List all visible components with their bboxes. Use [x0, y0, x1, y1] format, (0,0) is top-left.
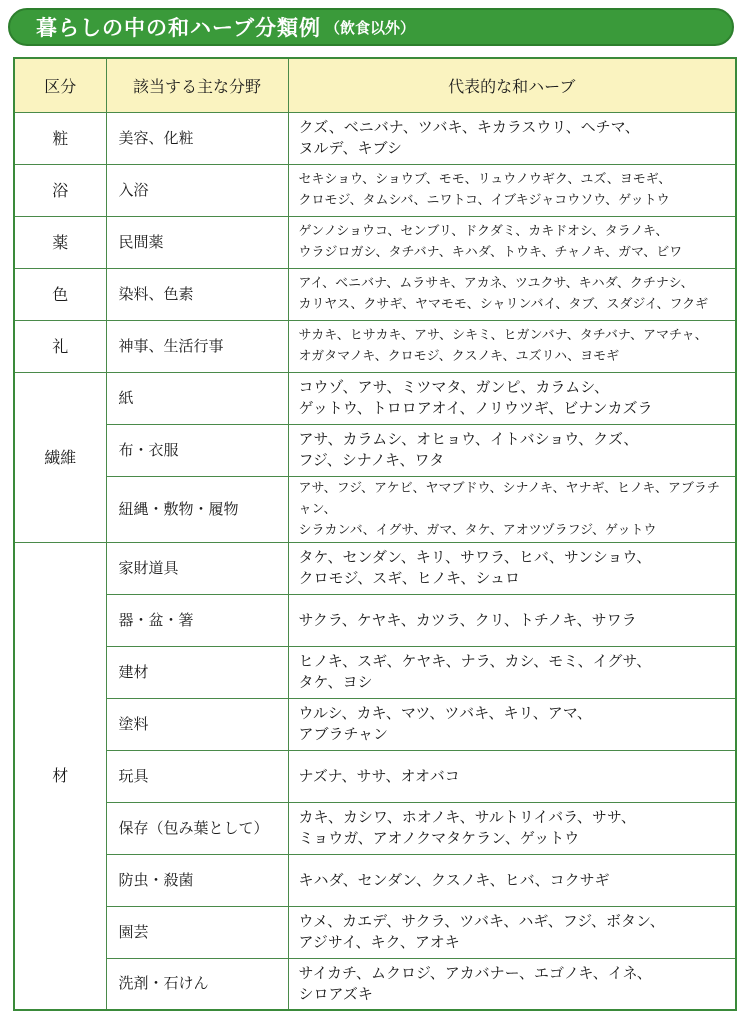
table-row: [14, 698, 736, 750]
table-row: [14, 854, 736, 906]
herbs-line: ヒノキ、スギ、ケヤキ、ナラ、カシ、モミ、イグサ、: [298, 652, 652, 670]
herbs-cell: [288, 646, 736, 698]
herbs-cell: [288, 750, 736, 802]
field-cell: 布・衣服: [106, 424, 288, 476]
herbs-cell: [288, 594, 736, 646]
table-row: [14, 424, 736, 476]
herbs-line: セキショウ、ショウブ、モモ、リュウノウギク、ユズ、ヨモギ、: [298, 172, 672, 187]
field-cell: 家財道具: [106, 542, 288, 594]
table-row: [14, 594, 736, 646]
herbs-cell: [288, 476, 736, 542]
category-cell: 繊維: [14, 372, 106, 542]
table-row: [14, 646, 736, 698]
herbs-line: ウラジロガシ、タチバナ、キハダ、トウキ、チャノキ、ガマ、ビワ: [298, 245, 683, 260]
table-row: [14, 268, 736, 320]
category-cell: 薬: [14, 216, 106, 268]
table-row: [14, 476, 736, 542]
field-cell: 塗料: [106, 698, 288, 750]
herbs-line: ヌルデ、キブシ: [298, 139, 402, 157]
herbs-cell: [288, 698, 736, 750]
herbs-line: コウゾ、アサ、ミツマタ、ガンピ、カラムシ、: [298, 378, 610, 396]
field-cell: 神事、生活行事: [106, 320, 288, 372]
field-cell: 器・盆・箸: [106, 594, 288, 646]
page-subtitle: （飲食以外）: [324, 18, 415, 37]
table-row: [14, 164, 736, 216]
field-cell: 園芸: [106, 906, 288, 958]
field-cell: 紙: [106, 372, 288, 424]
category-cell: 色: [14, 268, 106, 320]
table-row: [14, 112, 736, 164]
table-body: [14, 112, 736, 1010]
table-row: [14, 906, 736, 958]
herbs-line: ウルシ、カキ、マツ、ツバキ、キリ、アマ、: [298, 704, 592, 722]
herbs-line: アジサイ、キク、アオキ: [298, 933, 460, 951]
header-herbs: 代表的な和ハーブ: [288, 58, 736, 112]
field-cell: 染料、色素: [106, 268, 288, 320]
herbs-line: サクラ、ケヤキ、カツラ、クリ、トチノキ、サワラ: [298, 610, 637, 629]
table-row: [14, 802, 736, 854]
field-cell: 入浴: [106, 164, 288, 216]
field-cell: 民間薬: [106, 216, 288, 268]
page-title: 暮らしの中の和ハーブ分類例: [36, 16, 321, 40]
header-field: 該当する主な分野: [106, 58, 288, 112]
herbs-line: クロモジ、スギ、ヒノキ、シュロ: [298, 569, 521, 587]
herbs-line: シラカンバ、イグサ、ガマ、タケ、アオツヅラフジ、ゲットウ: [298, 522, 657, 538]
herbs-cell: [288, 164, 736, 216]
herbs-cell: [288, 958, 736, 1010]
category-cell: 粧: [14, 112, 106, 164]
herbs-line: ゲットウ、トロロアオイ、ノリウツギ、ビナンカズラ: [298, 399, 653, 417]
header-row: [14, 58, 736, 112]
herb-classification-table: [13, 57, 737, 1011]
table-row: [14, 372, 736, 424]
field-cell: 防虫・殺菌: [106, 854, 288, 906]
herbs-cell: [288, 372, 736, 424]
field-cell: 保存（包み葉として）: [106, 802, 288, 854]
herbs-cell: [288, 802, 736, 854]
table-row: [14, 750, 736, 802]
herbs-line: カリヤス、クサギ、ヤマモモ、シャリンバイ、タブ、スダジイ、フクギ: [298, 297, 709, 312]
header-category: 区分: [14, 58, 106, 112]
herbs-cell: [288, 906, 736, 958]
herbs-line: ゲンノショウコ、センブリ、ドクダミ、カキドオシ、タラノキ、: [298, 224, 669, 239]
field-cell: 美容、化粧: [106, 112, 288, 164]
table-row: [14, 216, 736, 268]
herbs-cell: [288, 112, 736, 164]
herbs-line: キハダ、センダン、クスノキ、ヒバ、コクサギ: [298, 870, 610, 889]
herbs-line: アサ、フジ、アケビ、ヤマブドウ、シナノキ、ヤナギ、ヒノキ、アブラチャン、: [298, 480, 720, 517]
herbs-line: ミョウガ、アオノクマタケラン、ゲットウ: [298, 829, 580, 847]
herbs-line: シロアズキ: [298, 984, 373, 1003]
herbs-cell: [288, 320, 736, 372]
herbs-line: タケ、センダン、キリ、サワラ、ヒバ、サンショウ、: [298, 548, 652, 566]
herbs-line: アサ、カラムシ、オヒョウ、イトバショウ、クズ、: [298, 430, 639, 448]
herbs-line: クズ、ベニバナ、ツバキ、キカラスウリ、ヘチマ、: [298, 118, 640, 136]
herbs-line: サカキ、ヒサカキ、アサ、シキミ、ヒガンバナ、タチバナ、アマチャ、: [298, 328, 708, 343]
herbs-cell: [288, 854, 736, 906]
herbs-cell: [288, 542, 736, 594]
herbs-line: ナズナ、ササ、オオバコ: [298, 766, 460, 785]
herbs-line: サイカチ、ムクロジ、アカバナー、エゴノキ、イネ、: [298, 963, 652, 982]
category-cell: 材: [14, 542, 106, 1010]
herbs-line: ウメ、カエデ、サクラ、ツバキ、ハギ、フジ、ボタン、: [298, 912, 665, 930]
herbs-line: オガタマノキ、クロモジ、クスノキ、ユズリハ、ヨモギ: [298, 349, 620, 364]
table-row: [14, 320, 736, 372]
herbs-line: フジ、シナノキ、ワタ: [298, 451, 445, 469]
herbs-line: アイ、ベニバナ、ムラサキ、アカネ、ツユクサ、キハダ、クチナシ、: [298, 276, 694, 291]
table-row: [14, 542, 736, 594]
field-cell: 玩具: [106, 750, 288, 802]
herbs-cell: [288, 216, 736, 268]
category-cell: 浴: [14, 164, 106, 216]
herbs-cell: [288, 268, 736, 320]
category-cell: 礼: [14, 320, 106, 372]
herbs-line: タケ、ヨシ: [298, 673, 373, 691]
field-cell: 紐縄・敷物・履物: [106, 476, 288, 542]
herbs-line: クロモジ、タムシバ、ニワトコ、イブキジャコウソウ、ゲットウ: [298, 193, 670, 208]
title-banner: [8, 8, 734, 46]
field-cell: 建材: [106, 646, 288, 698]
herbs-line: カキ、カシワ、ホオノキ、サルトリイバラ、ササ、: [298, 808, 636, 826]
herbs-line: アブラチャン: [298, 725, 389, 743]
field-cell: 洗剤・石けん: [106, 958, 288, 1010]
herbs-cell: [288, 424, 736, 476]
table-row: [14, 958, 736, 1010]
